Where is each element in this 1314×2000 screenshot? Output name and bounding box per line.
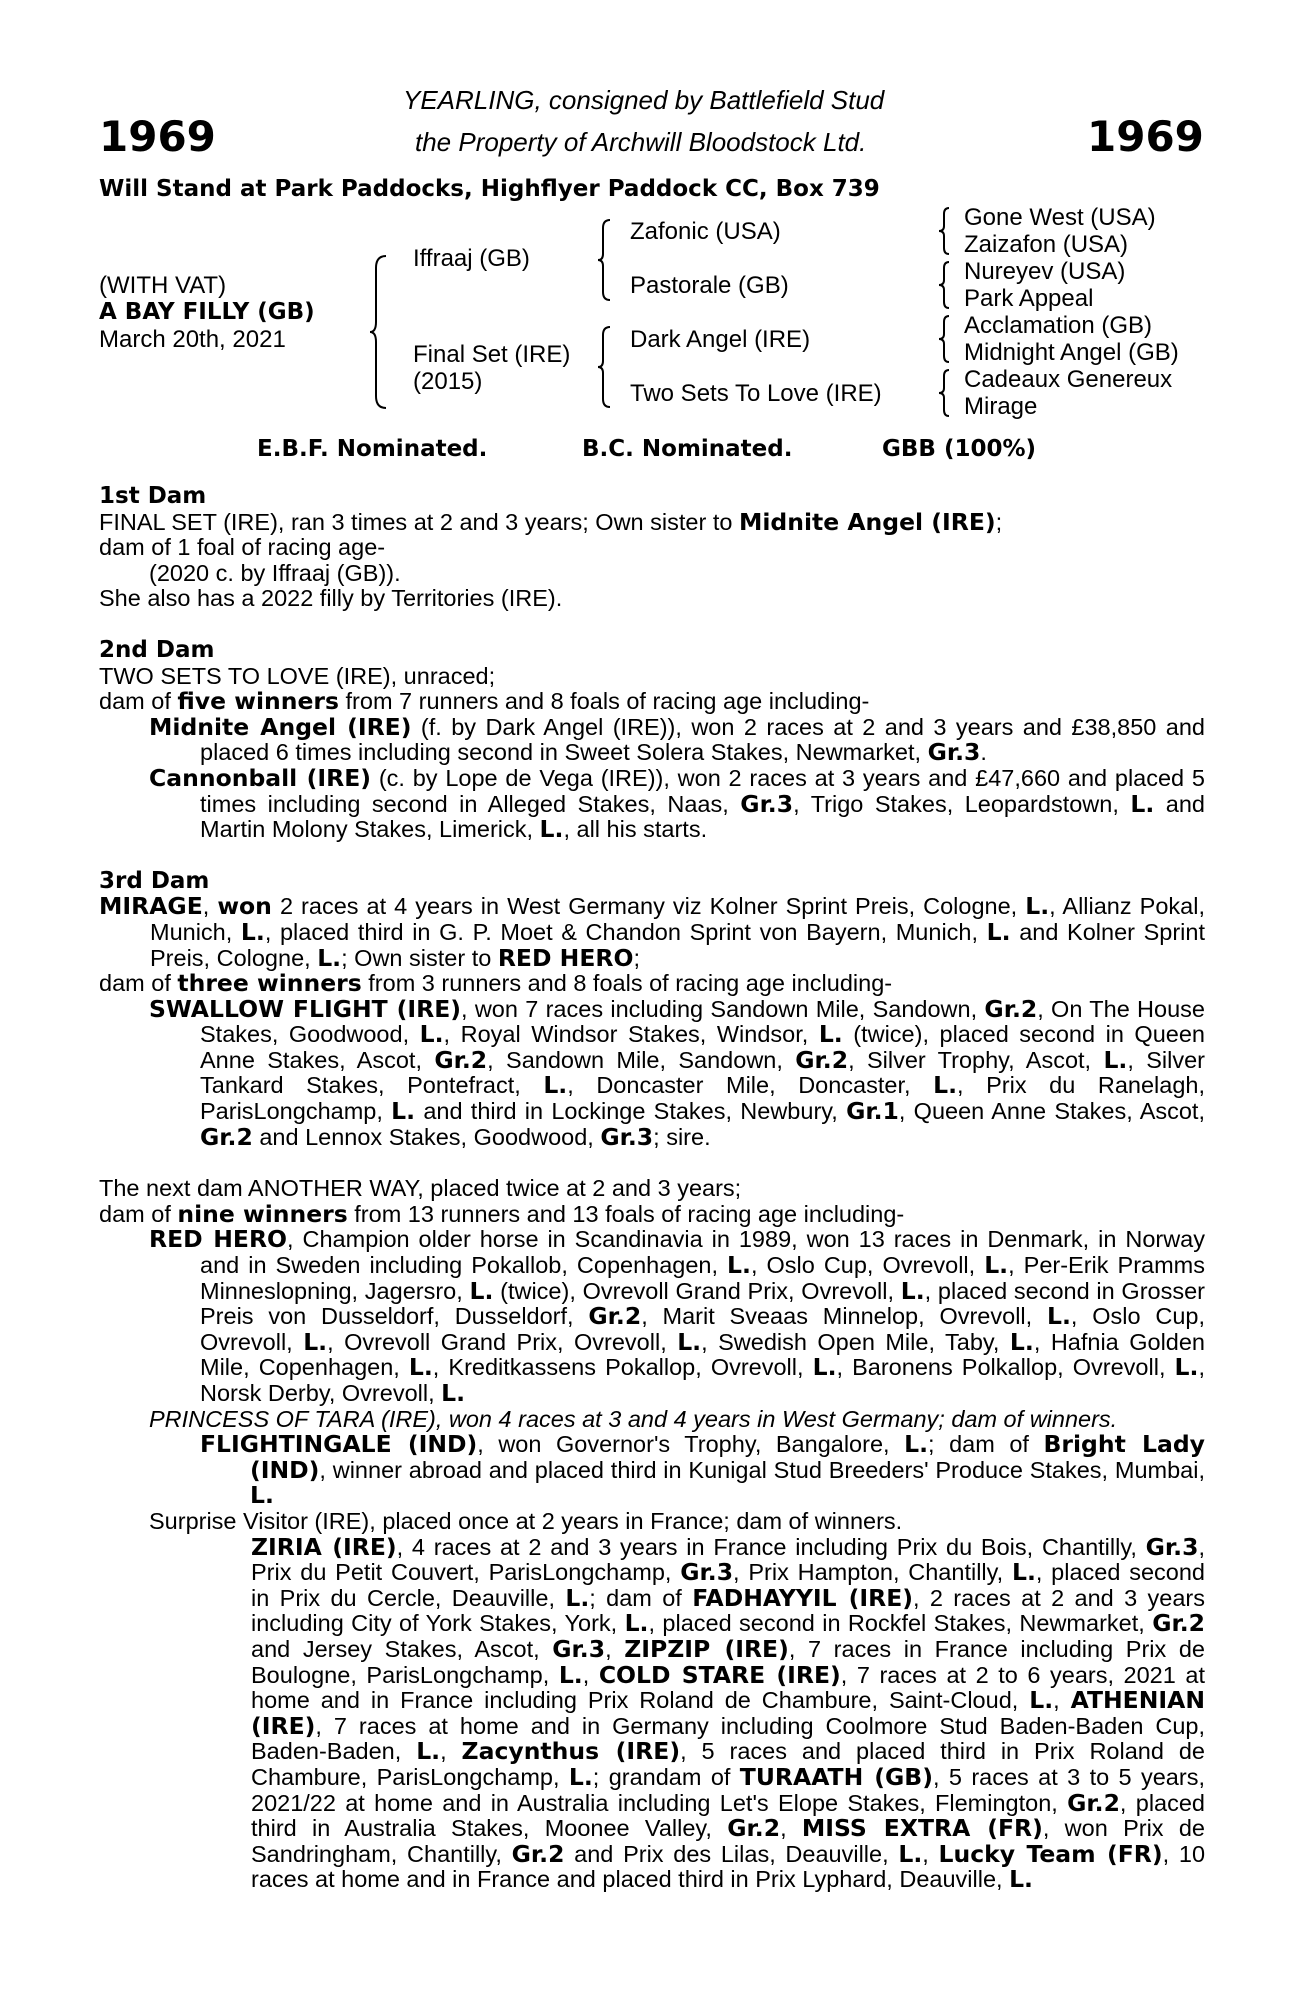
dam-dam: Two Sets To Love (IRE) — [630, 380, 882, 407]
entry-princess-of-tara: PRINCESS OF TARA (IRE), won 4 races at 3 and 4 years in West Germany; dam of winners. — [149, 1405, 1118, 1432]
gen3-1: Gone West (USA) — [964, 204, 1156, 231]
gen3-7: Cadeaux Genereux — [964, 366, 1173, 393]
sire-dam: Pastorale (GB) — [630, 272, 789, 299]
gen3-4: Park Appeal — [964, 285, 1094, 312]
entry-red-hero: RED HERO, Champion older horse in Scandinavia in 1989, won 13 races in Denmark, in Norway and in Sweden including Pokallob, Copenhagen, L., Oslo Cup, Ovrevoll, L., Per-Erik Pramms Minneslopning, Jagersro, L. (twice), Ovrevoll Grand Prix, Ovrevoll, L., placed second in Grosser Preis von Dusseldorf, Dusseldorf, Gr.2, Marit Sveaas Minnelop, Ovrevoll, L., Oslo Cup, Ovrevoll, L., Ovrevoll Grand Prix, Ovrevoll, L., Swedish Open Mile, Taby, L., Hafnia Golden Mile, Copenhagen, L., Kreditkassens Pokallop, Ovrevoll, L., Baronens Polkallop, Ovrevoll, L., Norsk Derby, Ovrevoll, L. — [149, 1225, 1206, 1407]
pedigree-brace-3d — [937, 368, 951, 423]
consignor-line: YEARLING, consigned by Battlefield Stud — [403, 85, 885, 115]
next-dam-intro: The next dam ANOTHER WAY, placed twice at 2 and 3 years; — [99, 1175, 742, 1202]
third-dam-produce-summary: dam of three winners from 3 runners and 8 foals of racing age including- — [99, 969, 893, 998]
property-line: the Property of Archwill Bloodstock Ltd. — [415, 127, 867, 157]
pedigree-brace-1 — [368, 254, 388, 415]
entry-flightingale: FLIGHTINGALE (IND), won Governor's Trophy, Bangalore, L.; dam of Bright Lady (IND), winner abroad and placed third in Kunigal Stud Breeders' Produce Stakes, Mumbai, L. — [200, 1430, 1205, 1510]
gbb-status: GBB (100%) — [882, 436, 1037, 462]
gen3-3: Nureyev (USA) — [964, 258, 1126, 285]
pedigree-brace-2a — [596, 218, 612, 307]
second-dam-heading: 2nd Dam — [99, 636, 215, 663]
lot-number-right: 1969 — [1087, 112, 1204, 161]
gen3-8: Mirage — [964, 393, 1038, 420]
bc-nomination: B.C. Nominated. — [582, 436, 793, 462]
pedigree-brace-3a — [937, 206, 951, 261]
sister-name: Midnite Angel (IRE) — [738, 507, 996, 536]
gen3-6: Midnight Angel (GB) — [964, 339, 1179, 366]
next-dam-produce-summary: dam of nine winners from 13 runners and 13 foals of racing age including- — [99, 1199, 905, 1228]
catalogue-body — [99, 484, 1205, 1893]
second-dam-intro: TWO SETS TO LOVE (IRE), unraced; — [99, 662, 496, 689]
sire: Iffraaj (GB) — [413, 245, 530, 272]
first-dam-heading: 1st Dam — [99, 483, 207, 509]
first-dam-produce-intro: dam of 1 foal of racing age- — [99, 534, 386, 561]
entry-cannonball: Cannonball (IRE) (c. by Lope de Vega (IRE)), won 2 races at 3 years and £47,660 and placed 5 times including second in Alleged Stakes, Naas, Gr.3, Trigo Stakes, Leopardstown, L. and Martin Molony Stakes, Limerick, L., all his starts. — [149, 763, 1205, 844]
second-dam-produce-summary: dam of five winners from 7 runners and 8 foals of racing age including- — [99, 687, 870, 716]
pedigree-brace-3b — [937, 260, 951, 315]
entry-midnite-angel: Midnite Angel (IRE) (f. by Dark Angel (IRE)), won 2 races at 2 and 3 years and £38,850 and placed 6 times including second in Sweet Solera Stakes, Newmarket, Gr.3. — [149, 712, 1205, 767]
gen3-5: Acclamation (GB) — [964, 312, 1153, 339]
pedigree-brace-2b — [596, 325, 612, 414]
first-dam-yearling-note: She also has a 2022 filly by Territories (IRE). — [99, 585, 563, 612]
foaling-date: March 20th, 2021 — [99, 326, 286, 353]
dam-year: (2015) — [413, 368, 483, 395]
first-dam-produce: (2020 c. by Iffraaj (GB)). — [149, 559, 401, 586]
gen3-2: Zaizafon (USA) — [964, 231, 1129, 258]
entry-surprise-visitor: Surprise Visitor (IRE), placed once at 2 years in France; dam of winners. — [149, 1507, 903, 1534]
stabling-line: Will Stand at Park Paddocks, Highflyer Paddock CC, Box 739 — [99, 176, 880, 202]
lot-description: A BAY FILLY (GB) — [99, 299, 315, 325]
first-dam-line: FINAL SET (IRE), ran 3 times at 2 and 3 years; Own sister to Midnite Angel (IRE); — [99, 507, 1003, 536]
entry-ziria: ZIRIA (IRE), 4 races at 2 and 3 years in France including Prix du Bois, Chantilly, Gr.3, Prix du Petit Couvert, ParisLongchamp, Gr.3, Prix Hampton, Chantilly, L., placed second in Prix du Cercle, Deauville, L.; dam of FADHAYYIL (IRE), 2 races at 2 and 3 years including City of York Stakes, York, L., placed second in Rockfel Stakes, Newmarket, Gr.2 and Jersey Stakes, Ascot, Gr.3, ZIPZIP (IRE), 7 races in France including Prix de Boulogne, ParisLongchamp, L., COLD STARE (IRE), 7 races at 2 to 6 years, 2021 at home and in France including Prix Roland de Chambure, Saint-Cloud, L., ATHENIAN (IRE), 7 races at home and in Germany including Coolmore Stud Baden-Baden Cup, Baden-Baden, L., Zacynthus (IRE), 5 races and placed third in Prix Roland de Chambure, ParisLongchamp, L.; grandam of TURAATH (GB), 5 races at 3 to 5 years, 2021/22 at home and in Australia including Let's Elope Stakes, Flemington, Gr.2, placed third in Australia Stakes, Moonee Valley, Gr.2, MISS EXTRA (FR), won Prix de Sandringham, Chantilly, Gr.2 and Prix des Lilas, Deauville, L., Lucky Team (FR), 10 races at home and in France and placed third in Prix Lyphard, Deauville, L. — [251, 1532, 1206, 1894]
pedigree-brace-3c — [937, 314, 951, 369]
vat-note: (WITH VAT) — [99, 272, 227, 299]
sire-sire: Zafonic (USA) — [630, 218, 781, 245]
third-dam-record: MIRAGE, won 2 races at 4 years in West Germany viz Kolner Sprint Preis, Cologne, L., Allianz Pokal, Munich, L., placed third in G. P. Moet & Chandon Sprint von Bayern, Munich, L. and Kolner Sprint Preis, Cologne, L.; Own sister to RED HERO; — [99, 892, 1205, 972]
lot-number-left: 1969 — [99, 112, 216, 161]
third-dam-heading: 3rd Dam — [99, 867, 210, 894]
entry-swallow-flight: SWALLOW FLIGHT (IRE), won 7 races including Sandown Mile, Sandown, Gr.2, On The House Stakes, Goodwood, L., Royal Windsor Stakes, Windsor, L. (twice), placed second in Queen Anne Stakes, Ascot, Gr.2, Sandown Mile, Sandown, Gr.2, Silver Trophy, Ascot, L., Silver Tankard Stakes, Pontefract, L., Doncaster Mile, Doncaster, L., Prix du Ranelagh, ParisLongchamp, L. and third in Lockinge Stakes, Newbury, Gr.1, Queen Anne Stakes, Ascot, Gr.2 and Lennox Stakes, Goodwood, Gr.3; sire. — [149, 994, 1205, 1151]
dam-sire: Dark Angel (IRE) — [630, 326, 811, 353]
ebf-nomination: E.B.F. Nominated. — [257, 436, 488, 462]
dam: Final Set (IRE) — [413, 341, 571, 368]
